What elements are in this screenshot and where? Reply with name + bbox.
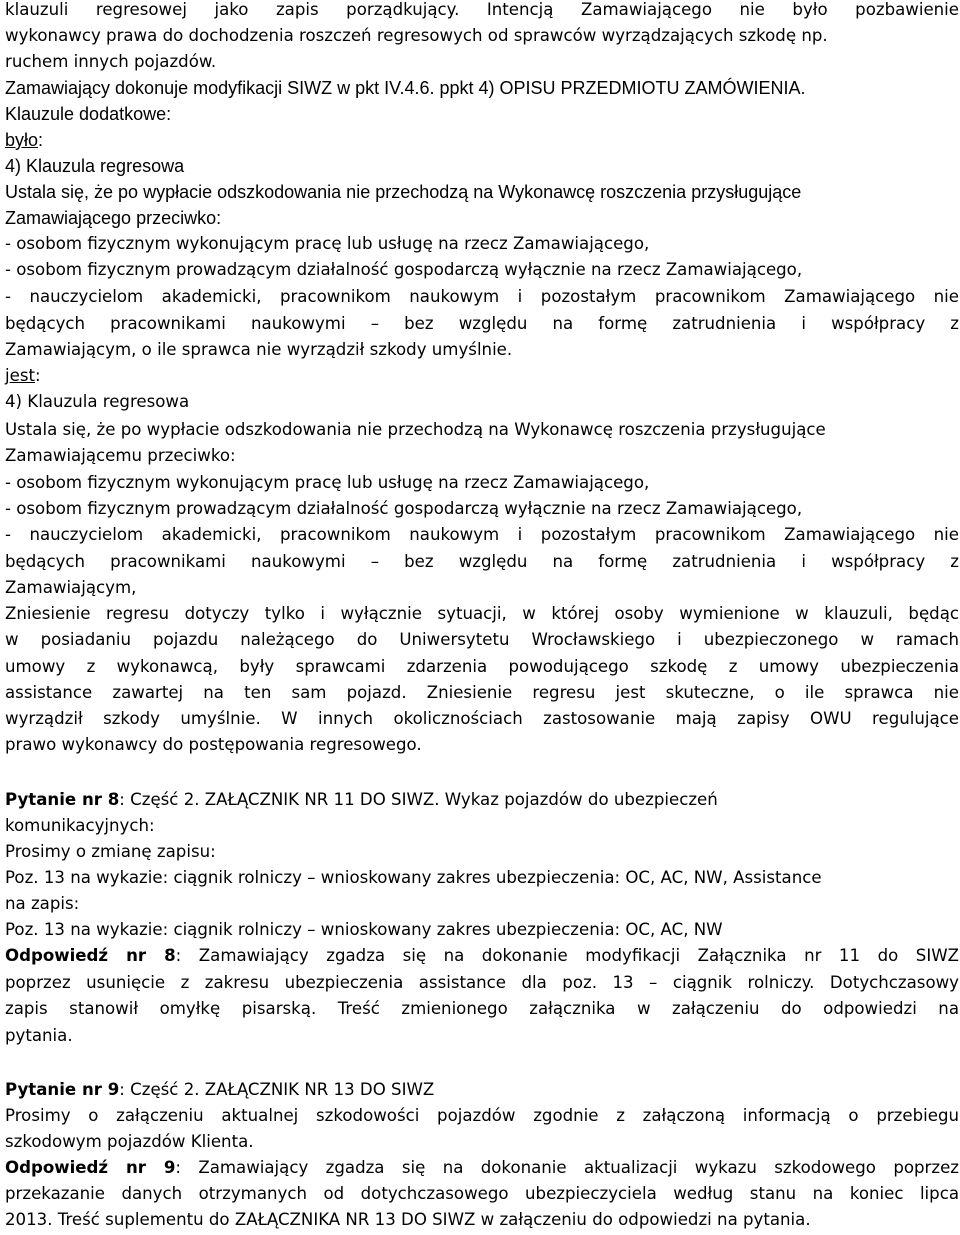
line-text: - osobom fizycznym prowadzącym działalność gospodarczą wyłącznie na rzecz Zamawiającego, [5,499,803,518]
text-line [5,26,828,46]
line-text: - osobom fizycznym wykonującym pracę lub usługę na rzecz Zamawiającego, [5,234,650,253]
line-text: Klauzule dodatkowe: [5,104,172,124]
line-text: poprzez usunięcie z zakresu ubezpieczenia assistance dla poz. 13 – ciągnik rolniczy. Dotychczasowy [5,973,959,992]
underlined-label: jest [5,366,35,385]
text-line [5,473,649,493]
text-line [5,525,959,545]
text-line [5,420,826,440]
line-text: Zamawiającego przeciwko: [5,208,222,228]
line-text: Zamawiający dokonuje modyfikacji SIWZ w pkt IV.4.6. ppkt 4) OPISU PRZEDMIOTU ZAMÓWIENIA. [5,78,806,98]
line-text: - osobom fizycznym wykonującym pracę lub usługę na rzecz Zamawiającego, [5,473,650,492]
line-text: Zamawiającym, o ile sprawca nie wyrządził szkody umyślnie. [5,340,513,359]
text-line [5,234,649,254]
line-text: Zamawiającemu przeciwko: [5,446,236,465]
text-line [5,130,43,150]
text-line [5,392,189,412]
line-text: Prosimy o załączeniu aktualnej szkodowości pojazdów zgodnie z załączoną informacją o przebiegu [5,1106,959,1125]
text-line [5,182,801,202]
text-line [5,0,959,20]
line-text: komunikacyjnych: [5,816,155,835]
text-line [5,894,79,914]
line-text: będących pracownikami naukowymi – bez względu na formę zatrudnienia i współpracy z [5,314,959,333]
text-line [5,973,959,993]
underlined-label: było [5,130,39,150]
line-text: - nauczycielom akademicki, pracownikom naukowym i pozostałym pracownikom Zamawiającego nie [5,525,959,544]
text-line [5,604,959,624]
text-line [5,52,216,72]
text-line [5,1210,811,1230]
line-text: Zniesienie regresu dotyczy tylko i wyłącznie sytuacji, w której osoby wymienione w klauzuli, będąc [5,604,959,623]
question-heading: Odpowiedź nr 9 [5,1158,176,1177]
line-text: Zamawiającym, [5,578,137,597]
text-line [5,683,959,703]
line-text: 4) Klauzula regresowa [5,156,185,176]
text-line [5,314,959,334]
text-line [5,552,959,572]
text-line [5,630,959,650]
line-text: : Zamawiający zgadza się na dokonanie aktualizacji wykazu szkodowego poprzez [175,1158,959,1177]
text-line [5,578,136,598]
line-text: assistance zawartej na ten sam pojazd. Zniesienie regresu jest skuteczne, o ile sprawca nie [5,683,959,702]
text-line [5,657,959,677]
text-line [5,287,959,307]
line-text: - nauczycielom akademicki, pracownikom naukowym i pozostałym pracownikom Zamawiającego nie [5,287,959,306]
text-line [5,1106,959,1126]
text-line [5,1080,434,1100]
text-line [5,946,959,966]
line-text: Ustala się, że po wypłacie odszkodowania nie przechodzą na Wykonawcę roszczenia przysługujące [5,182,802,202]
line-text: umowy z wykonawcą, były sprawcami zdarzenia powodującego szkodę z umowy ubezpieczenia [5,657,959,676]
line-text: : Zamawiający zgadza się na dokonanie modyfikacji Załącznika nr 11 do SIWZ [175,946,959,965]
line-text: : Część 2. ZAŁĄCZNIK NR 13 DO SIWZ [119,1080,435,1099]
line-text: 2013. Treść suplementu do ZAŁĄCZNIKA NR 13 DO SIWZ w załączeniu do odpowiedzi na pytania. [5,1210,811,1229]
text-line [5,260,802,280]
line-text: Prosimy o zmianę zapisu: [5,842,216,861]
line-text: : [38,130,44,150]
text-line [5,709,959,729]
text-line [5,999,959,1019]
text-line [5,104,171,124]
question-heading: Pytanie nr 8 [5,790,120,809]
text-line [5,816,155,836]
line-text: : [34,366,41,385]
line-text: przekazanie danych otrzymanych od dotychczasowego ubezpieczyciela według stanu na koniec lipca [5,1184,959,1203]
text-line [5,920,723,940]
text-line [5,1026,73,1046]
text-line [5,78,806,98]
line-text: - osobom fizycznym prowadzącym działalność gospodarczą wyłącznie na rzecz Zamawiającego, [5,260,803,279]
line-text: w posiadaniu pojazdu należącego do Uniwersytetu Wrocławskiego i ubezpieczonego w ramach [5,630,959,649]
line-text: szkodowym pojazdów Klienta. [5,1132,254,1151]
question-heading: Odpowiedź nr 8 [5,946,176,965]
text-line [5,842,216,862]
text-line [5,1132,254,1152]
text-line [5,735,422,755]
text-line [5,499,802,519]
line-text: pytania. [5,1026,73,1045]
text-line [5,366,41,386]
line-text: będących pracownikami naukowymi – bez względu na formę zatrudnienia i współpracy z [5,552,959,571]
line-text: zapis stanowił omyłkę pisarską. Treść zmienionego załącznika w załączeniu do odpowiedzi na [5,999,959,1018]
line-text: Poz. 13 na wykazie: ciągnik rolniczy – wnioskowany zakres ubezpieczenia: OC, AC, NW, Assistance [5,868,822,887]
line-text: Ustala się, że po wypłacie odszkodowania nie przechodzą na Wykonawcę roszczenia przysługujące [5,420,826,439]
line-text: wyrządził szkody umyślnie. W innych okolicznościach zastosowanie mają zapisy OWU regulujące [5,709,959,728]
line-text: prawo wykonawcy do postępowania regresowego. [5,735,422,754]
line-text: na zapis: [5,894,80,913]
text-line [5,340,512,360]
text-line [5,208,221,228]
line-text: ruchem innych pojazdów. [5,52,217,71]
question-heading: Pytanie nr 9 [5,1080,120,1099]
text-line [5,1158,959,1178]
text-line [5,790,718,810]
line-text: klauzuli regresowej jako zapis porządkujący. Intencją Zamawiającego nie było pozbawienie [5,0,959,19]
line-text: 4) Klauzula regresowa [5,392,190,411]
text-line [5,156,184,176]
text-line [5,446,236,466]
text-line [5,1184,959,1204]
text-line [5,868,822,888]
line-text: Poz. 13 na wykazie: ciągnik rolniczy – wnioskowany zakres ubezpieczenia: OC, AC, NW [5,920,723,939]
line-text: : Część 2. ZAŁĄCZNIK NR 11 DO SIWZ. Wykaz pojazdów do ubezpieczeń [119,790,718,809]
line-text: wykonawcy prawa do dochodzenia roszczeń regresowych od sprawców wyrządzających szkodę np. [5,26,828,45]
